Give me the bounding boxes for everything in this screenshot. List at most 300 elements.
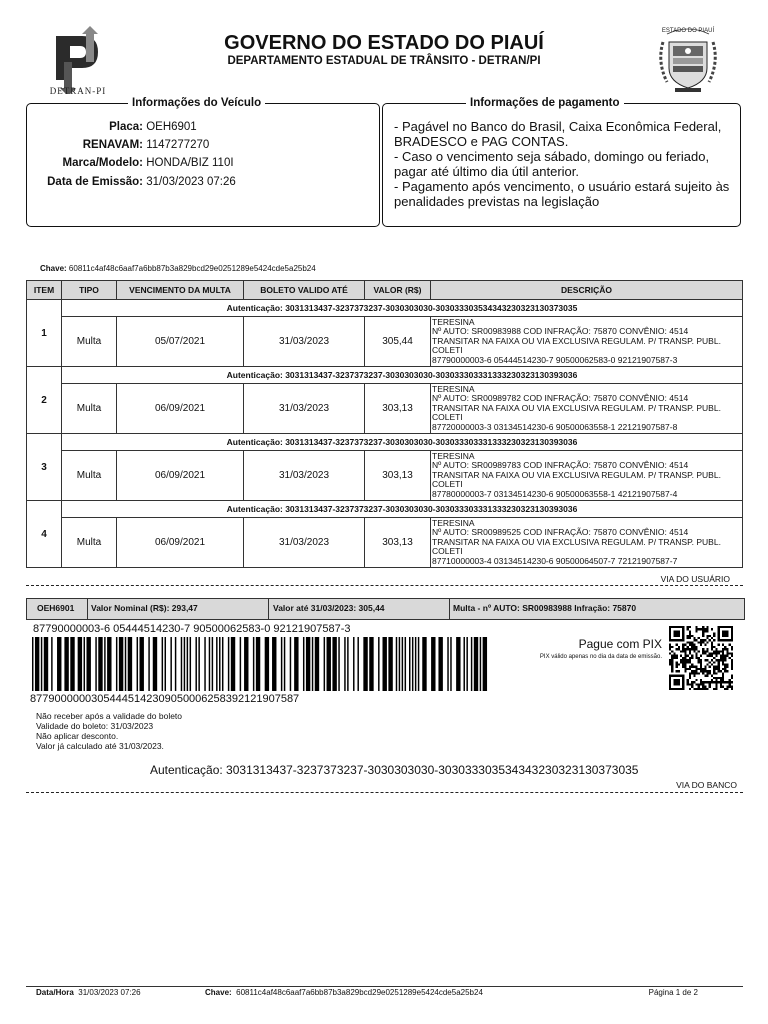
qr-module <box>709 661 711 663</box>
barcode-bar <box>480 637 481 691</box>
qr-module <box>689 659 691 661</box>
qr-module <box>713 688 715 690</box>
qr-module <box>718 626 720 628</box>
qr-module <box>673 675 675 677</box>
col-vencimento: VENCIMENTO DA MULTA <box>117 281 244 300</box>
qr-module <box>722 639 724 641</box>
qr-module <box>729 683 731 685</box>
qr-module <box>707 670 709 672</box>
qr-module <box>687 681 689 683</box>
qr-module <box>695 639 697 641</box>
qr-module <box>718 666 720 668</box>
barcode-bar <box>240 637 241 691</box>
fines-table <box>26 280 743 568</box>
barcode-bar <box>405 637 406 691</box>
qr-module <box>700 659 702 661</box>
qr-module <box>715 679 717 681</box>
qr-module <box>729 644 731 646</box>
qr-module <box>720 650 722 652</box>
qr-module <box>671 666 673 668</box>
qr-module <box>724 670 726 672</box>
qr-module <box>684 659 686 661</box>
qr-module <box>684 666 686 668</box>
qr-module <box>731 686 733 688</box>
barcode-bar <box>44 637 48 691</box>
table-row <box>27 434 743 451</box>
barcode-bar <box>107 637 111 691</box>
barcode-bar <box>78 637 82 691</box>
qr-module <box>709 683 711 685</box>
qr-module <box>676 635 678 637</box>
qr-module <box>720 639 722 641</box>
table-row <box>27 451 743 501</box>
qr-module <box>669 630 671 632</box>
item-tipo: Multa <box>62 451 117 501</box>
item-descricao: TERESINA Nº AUTO: SR00989782 COD INFRAÇÃO: 75870 CONVÊNIO: 4514 TRANSITAR NA FAIXA OU VIA EXCLUSIVA REGULAM. P/ TRANSP. PUBL. COLETI 87720000003-3 03134514230-6 90500063558-1 22121907587-8 <box>431 384 743 434</box>
qr-module <box>711 652 713 654</box>
qr-module <box>702 683 704 685</box>
barcode-bar <box>456 637 460 691</box>
item-auth: Autenticação: 3031313437-3237373237-3030303030-303033303331333230323130393036 <box>62 367 743 384</box>
qr-module <box>682 659 684 661</box>
qr-module <box>689 630 691 632</box>
qr-module <box>700 666 702 668</box>
qr-module <box>722 681 724 683</box>
qr-module <box>722 650 724 652</box>
barcode-bar <box>244 637 248 691</box>
qr-module <box>669 644 671 646</box>
qr-module <box>671 659 673 661</box>
footer-rule <box>26 986 743 987</box>
qr-module <box>724 657 726 659</box>
qr-module <box>678 635 680 637</box>
qr-module <box>671 646 673 648</box>
barcode-bar <box>353 637 354 691</box>
qr-module <box>726 681 728 683</box>
qr-module <box>720 670 722 672</box>
barcode-bar <box>231 637 235 691</box>
qr-module <box>673 655 675 657</box>
qr-module <box>713 670 715 672</box>
qr-module <box>693 672 695 674</box>
qr-module <box>731 675 733 677</box>
pix-title: Pague com PIX <box>578 637 662 651</box>
qr-module <box>673 630 675 632</box>
qr-module <box>671 688 673 690</box>
barcode-bar <box>84 637 85 691</box>
qr-module <box>715 688 717 690</box>
qr-module <box>680 675 682 677</box>
barcode-bar <box>447 637 448 691</box>
qr-module <box>702 633 704 635</box>
qr-module <box>673 639 675 641</box>
qr-module <box>687 641 689 643</box>
qr-module <box>720 681 722 683</box>
qr-module <box>684 644 686 646</box>
barcode-bar <box>116 637 117 691</box>
qr-module <box>689 688 691 690</box>
qr-module <box>695 666 697 668</box>
qr-module <box>682 639 684 641</box>
qr-module <box>720 659 722 661</box>
vehicle-data-emissao: Data de Emissão: 31/03/2023 07:26 <box>47 176 236 188</box>
item-vencimento: 05/07/2021 <box>117 317 244 367</box>
barcode-bar <box>303 637 304 691</box>
qr-module <box>704 668 706 670</box>
item-number: 2 <box>27 367 62 434</box>
qr-module <box>689 626 691 628</box>
qr-module <box>704 688 706 690</box>
qr-module <box>731 681 733 683</box>
barcode-bar <box>175 637 176 691</box>
qr-module <box>724 648 726 650</box>
qr-module <box>669 659 671 661</box>
qr-module <box>713 639 715 641</box>
qr-module <box>724 688 726 690</box>
qr-module <box>693 670 695 672</box>
pix-subtitle: PIX válido apenas no dia da data de emissão. <box>539 654 662 660</box>
col-valor: VALOR (R$) <box>365 281 431 300</box>
qr-module <box>713 635 715 637</box>
qr-module <box>731 655 733 657</box>
qr-module <box>731 635 733 637</box>
table-row <box>27 384 743 434</box>
qr-module <box>678 633 680 635</box>
barcode-number: 87790000003054445142309050006258392121907587 <box>30 693 300 705</box>
qr-module <box>713 681 715 683</box>
barcode-bar <box>187 637 188 691</box>
qr-module <box>702 635 704 637</box>
qr-module <box>673 635 675 637</box>
barcode-bar <box>181 637 182 691</box>
qr-module <box>700 628 702 630</box>
qr-module <box>687 637 689 639</box>
item-valido: 31/03/2023 <box>244 451 365 501</box>
qr-module <box>671 650 673 652</box>
qr-module <box>704 630 706 632</box>
item-valor: 303,13 <box>365 451 431 501</box>
qr-module <box>691 657 693 659</box>
qr-module <box>731 633 733 635</box>
qr-module <box>711 641 713 643</box>
qr-module <box>707 648 709 650</box>
qr-module <box>724 655 726 657</box>
item-descricao: TERESINA Nº AUTO: SR00989525 COD INFRAÇÃO: 75870 CONVÊNIO: 4514 TRANSITAR NA FAIXA OU VIA EXCLUSIVA REGULAM. P/ TRANSP. PUBL. COLETI 87710000003-4 03134514230-6 90500064507-7 72121907587-7 <box>431 518 743 568</box>
qr-module <box>676 670 678 672</box>
qr-module <box>695 646 697 648</box>
boleto-valor-nominal: Valor Nominal (R$): 293,47 <box>91 603 198 613</box>
qr-module <box>724 646 726 648</box>
qr-module <box>682 646 684 648</box>
qr-module <box>707 635 709 637</box>
qr-module <box>695 657 697 659</box>
qr-module <box>676 679 678 681</box>
qr-module <box>671 655 673 657</box>
qr-module <box>731 664 733 666</box>
pix-qr-code-icon[interactable] <box>669 626 733 690</box>
barcode-bar <box>418 637 419 691</box>
qr-module <box>689 635 691 637</box>
qr-module <box>726 648 728 650</box>
barcode-bar <box>412 637 413 691</box>
barcode-bar <box>162 637 163 691</box>
qr-module <box>673 652 675 654</box>
qr-module <box>702 672 704 674</box>
qr-module <box>711 646 713 648</box>
qr-module <box>682 661 684 663</box>
qr-module <box>707 655 709 657</box>
qr-module <box>700 655 702 657</box>
qr-module <box>682 679 684 681</box>
qr-module <box>700 688 702 690</box>
item-auth: Autenticação: 3031313437-3237373237-3030303030-303033303331333230323130393036 <box>62 434 743 451</box>
barcode-bar <box>363 637 367 691</box>
qr-module <box>704 639 706 641</box>
qr-module <box>669 648 671 650</box>
barcode-bar <box>219 637 220 691</box>
qr-module <box>676 630 678 632</box>
qr-module <box>724 639 726 641</box>
qr-module <box>731 688 733 690</box>
bar2-divider <box>268 598 269 620</box>
page-title: GOVERNO DO ESTADO DO PIAUÍ <box>224 32 544 54</box>
table-row <box>27 367 743 384</box>
qr-module <box>684 661 686 663</box>
qr-module <box>702 650 704 652</box>
qr-module <box>729 652 731 654</box>
barcode-bar <box>165 637 166 691</box>
qr-module <box>709 652 711 654</box>
item-vencimento: 06/09/2021 <box>117 451 244 501</box>
qr-module <box>678 648 680 650</box>
qr-module <box>718 639 720 641</box>
qr-module <box>718 652 720 654</box>
qr-module <box>689 644 691 646</box>
item-descricao: TERESINA Nº AUTO: SR00983988 COD INFRAÇÃO: 75870 CONVÊNIO: 4514 TRANSITAR NA FAIXA OU VIA EXCLUSIVA REGULAM. P/ TRANSP. PUBL. COLETI 87790000003-6 05444514230-7 90500062583-0 92121907587-3 <box>431 317 743 367</box>
barcode-bar <box>204 637 205 691</box>
qr-module <box>671 626 673 628</box>
qr-module <box>711 637 713 639</box>
qr-module <box>704 670 706 672</box>
qr-module <box>676 633 678 635</box>
qr-module <box>722 668 724 670</box>
item-tipo: Multa <box>62 518 117 568</box>
qr-module <box>684 655 686 657</box>
qr-module <box>731 637 733 639</box>
qr-module <box>715 681 717 683</box>
barcode-bar <box>253 637 254 691</box>
barcode-bar <box>324 637 325 691</box>
qr-module <box>702 686 704 688</box>
barcode-bar <box>338 637 339 691</box>
qr-module <box>726 626 728 628</box>
barcode-bar <box>228 637 229 691</box>
qr-module <box>687 646 689 648</box>
qr-module <box>684 648 686 650</box>
qr-module <box>687 655 689 657</box>
qr-module <box>709 670 711 672</box>
barcode-bar <box>137 637 138 691</box>
qr-module <box>724 633 726 635</box>
qr-module <box>718 661 720 663</box>
barcode-bar <box>57 637 61 691</box>
qr-module <box>731 626 733 628</box>
table-header-row <box>27 281 743 300</box>
qr-module <box>724 635 726 637</box>
item-valor: 305,44 <box>365 317 431 367</box>
qr-module <box>711 679 713 681</box>
barcode-bar <box>86 637 90 691</box>
qr-module <box>726 664 728 666</box>
barcode-bar <box>170 637 171 691</box>
qr-module <box>726 686 728 688</box>
qr-module <box>724 659 726 661</box>
qr-module <box>680 661 682 663</box>
qr-module <box>682 681 684 683</box>
item-valido: 31/03/2023 <box>244 384 365 434</box>
qr-module <box>682 635 684 637</box>
qr-module <box>691 686 693 688</box>
qr-module <box>687 628 689 630</box>
qr-module <box>689 637 691 639</box>
qr-module <box>676 681 678 683</box>
qr-module <box>715 659 717 661</box>
qr-module <box>726 639 728 641</box>
qr-module <box>669 652 671 654</box>
qr-module <box>707 672 709 674</box>
qr-module <box>698 659 700 661</box>
qr-module <box>691 683 693 685</box>
qr-module <box>700 683 702 685</box>
linha-digitavel: 87790000003-6 05444514230-7 90500062583-0 92121907587-3 <box>33 623 351 635</box>
qr-module <box>713 672 715 674</box>
qr-module <box>684 657 686 659</box>
qr-module <box>718 677 720 679</box>
payment-info-title: Informações de pagamento <box>466 97 624 109</box>
qr-module <box>700 670 702 672</box>
qr-module <box>702 630 704 632</box>
qr-module <box>718 628 720 630</box>
qr-module <box>707 628 709 630</box>
qr-module <box>678 630 680 632</box>
item-tipo: Multa <box>62 384 117 434</box>
qr-module <box>715 666 717 668</box>
qr-module <box>709 672 711 674</box>
qr-module <box>676 648 678 650</box>
qr-module <box>713 652 715 654</box>
bar2-divider <box>87 598 88 620</box>
qr-module <box>722 657 724 659</box>
qr-module <box>700 679 702 681</box>
qr-module <box>720 657 722 659</box>
barcode-bar <box>347 637 348 691</box>
detran-logo-text: DETRAN-PI <box>49 86 107 96</box>
qr-module <box>682 648 684 650</box>
qr-module <box>707 637 709 639</box>
qr-module <box>700 644 702 646</box>
barcode-bar <box>216 637 217 691</box>
qr-module <box>709 655 711 657</box>
qr-module <box>671 661 673 663</box>
qr-module <box>718 681 720 683</box>
item-auth: Autenticação: 3031313437-3237373237-3030303030-303033303331333230323130393036 <box>62 501 743 518</box>
qr-module <box>669 646 671 648</box>
qr-module <box>709 666 711 668</box>
qr-module <box>702 648 704 650</box>
item-valor: 303,13 <box>365 518 431 568</box>
qr-module <box>682 633 684 635</box>
qr-module <box>687 626 689 628</box>
barcode-bar <box>284 637 285 691</box>
barcode-bar <box>463 637 464 691</box>
barcode-bar <box>98 637 102 691</box>
qr-module <box>680 639 682 641</box>
qr-module <box>682 688 684 690</box>
qr-module <box>669 637 671 639</box>
qr-module <box>673 626 675 628</box>
qr-module <box>726 635 728 637</box>
qr-module <box>704 681 706 683</box>
qr-module <box>702 639 704 641</box>
qr-module <box>720 683 722 685</box>
qr-module <box>671 639 673 641</box>
qr-module <box>722 672 724 674</box>
barcode-bar <box>148 637 149 691</box>
qr-module <box>709 635 711 637</box>
qr-module <box>669 677 671 679</box>
barcode-bar <box>332 637 336 691</box>
item-valido: 31/03/2023 <box>244 317 365 367</box>
qr-module <box>720 626 722 628</box>
qr-module <box>731 661 733 663</box>
qr-module <box>704 659 706 661</box>
qr-module <box>687 683 689 685</box>
barcode-bar <box>483 637 487 691</box>
qr-module <box>695 630 697 632</box>
col-item: ITEM <box>27 281 62 300</box>
vehicle-info-title: Informações do Veículo <box>128 97 265 109</box>
qr-module <box>713 668 715 670</box>
qr-module <box>669 686 671 688</box>
qr-module <box>731 630 733 632</box>
qr-module <box>689 648 691 650</box>
qr-module <box>704 675 706 677</box>
qr-module <box>715 668 717 670</box>
qr-module <box>687 648 689 650</box>
barcode-bar <box>438 637 442 691</box>
qr-module <box>676 666 678 668</box>
qr-module <box>689 633 691 635</box>
qr-module <box>695 679 697 681</box>
qr-module <box>715 672 717 674</box>
qr-module <box>669 635 671 637</box>
qr-module <box>724 630 726 632</box>
qr-module <box>695 670 697 672</box>
qr-module <box>691 664 693 666</box>
qr-module <box>711 655 713 657</box>
qr-module <box>704 628 706 630</box>
qr-module <box>720 655 722 657</box>
qr-module <box>709 686 711 688</box>
qr-module <box>711 644 713 646</box>
qr-module <box>718 644 720 646</box>
barcode-bar <box>294 637 298 691</box>
qr-module <box>700 664 702 666</box>
qr-module <box>702 626 704 628</box>
qr-module <box>682 664 684 666</box>
barcode-bar <box>431 637 435 691</box>
barcode-bar <box>190 637 191 691</box>
